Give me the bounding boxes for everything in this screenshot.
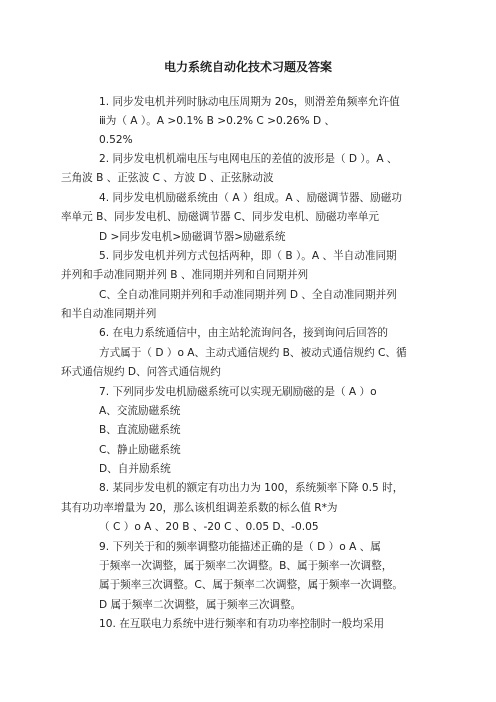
text-line: C、全自动准同期并列和手动准同期并列 D 、全自动准同期并列	[99, 289, 397, 301]
text-line: 1. 同步发电机并列时脉动电压周期为 20s，则滑差角频率允许值	[99, 96, 400, 108]
text-line: 5. 同步发电机并列方式包括两种，即（ B ）。A 、半自动准同期	[99, 250, 397, 262]
text-line: 三角波 B 、正弦波 C 、方波 D 、正弦脉动波	[61, 172, 274, 184]
text-line: 6. 在电力系统通信中，由主站轮流询问各，接到询问后回答的	[99, 327, 388, 339]
text-line: 和半自动准同期并列	[61, 308, 157, 320]
text-line: 属于频率三次调整。C、属于频率二次调整，属于频率一次调整。	[99, 579, 404, 591]
text-line: （ C ）o A 、20 B 、-20 C 、0.05 D、-0.05	[99, 521, 319, 533]
text-line: B、直流励磁系统	[99, 424, 181, 436]
text-line: C、静止励磁系统	[99, 444, 181, 456]
text-line: 其有功功率增量为 20，那么该机组调差系数的标么值 R*为	[61, 502, 338, 514]
text-line: 环式通信规约 D、问答式通信规约	[61, 366, 221, 378]
text-line: 并列和手动准同期并列 B 、准同期并列和自同期并列	[61, 269, 309, 281]
document-title: 电力系统自动化技术习题及答案	[163, 60, 332, 74]
text-line: 8. 某同步发电机的额定有功出力为 100，系统频率下降 0.5 时，	[99, 482, 404, 494]
text-line: D、自并励系统	[99, 463, 171, 475]
text-line: 4. 同步发电机励磁系统由（ A ）组成。A 、励磁调节器、励磁功	[99, 192, 402, 204]
text-line: ⅲ为（ A ）。A >0.1% B >0.2% C >0.26% D 、	[99, 115, 336, 127]
text-line: 9. 下列关于和的频率调整功能描述正确的是（ D ）o A 、属	[99, 541, 381, 553]
text-line: 2. 同步发电机机端电压与电网电压的差值的波形是（ D ）。A 、	[99, 153, 398, 165]
text-line: 率单元 B、同步发电机、励磁调节器 C、同步发电机、励磁功率单元	[61, 211, 380, 223]
text-line: A、交流励磁系统	[99, 405, 181, 417]
text-line: 方式属于（ D ）o A、主动式通信规约 B、被动式通信规约 C、循	[99, 347, 407, 359]
text-line: D 属于频率二次调整，属于频率三次调整。	[99, 599, 302, 611]
text-line: 7. 下列同步发电机励磁系统可以实现无刷励磁的是（ A ）o	[99, 386, 377, 398]
text-line: 于频率一次调整，属于频率二次调整。B、属于频率一次调整，	[99, 560, 393, 572]
text-line: 0.52%	[99, 134, 133, 146]
text-line: 10. 在互联电力系统中进行频率和有功功率控制时一般均采用	[99, 618, 385, 630]
text-line: D >同步发电机>励磁调节器>励磁系统	[99, 231, 286, 243]
